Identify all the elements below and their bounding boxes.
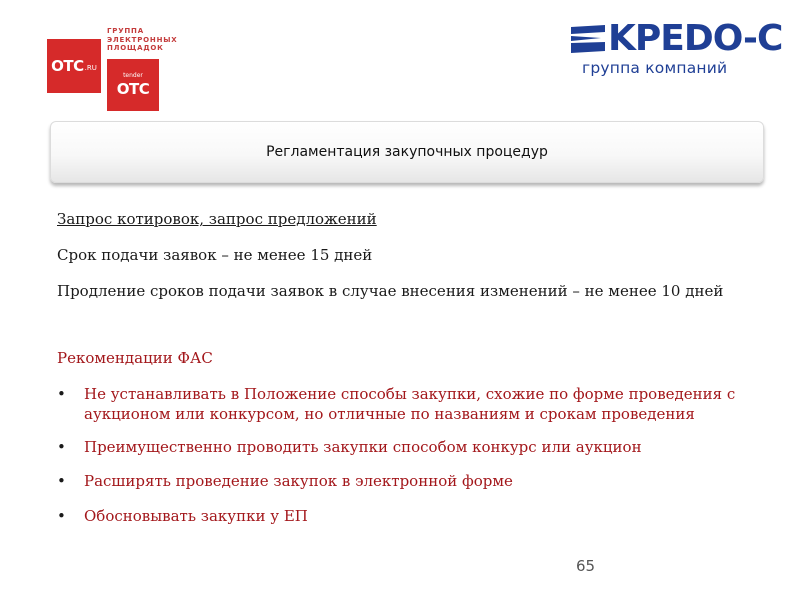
otc-logo-suffix: .RU xyxy=(84,63,97,72)
list-item xyxy=(57,437,767,457)
extension-line: Продление сроков подачи заявок в случае внесения изменений – не менее 10 дней xyxy=(57,282,724,300)
otc-logo xyxy=(47,39,101,93)
page-number: 65 xyxy=(576,557,596,575)
otc-tender-logo xyxy=(107,59,159,111)
list-item-text: Преимущественно проводить закупки способом конкурс или аукцион xyxy=(84,438,642,456)
kredo-logo-subtitle: группа компаний xyxy=(582,59,728,77)
procedure-heading: Запрос котировок, запрос предложений xyxy=(57,210,377,228)
list-item xyxy=(57,384,767,424)
bullet-icon: • xyxy=(57,472,66,490)
bullet-icon: • xyxy=(57,507,66,525)
otc-tender-small-text: tender xyxy=(123,72,143,79)
bullet-icon: • xyxy=(57,438,66,456)
otc-group-line: ЭЛЕКТРОННЫХ xyxy=(107,35,178,44)
page-title: Регламентация закупочных процедур xyxy=(266,144,548,160)
list-item-text: Не устанавливать в Положение способы закупки, схожие по форме проведения с аукционом или конкурсом, но отличные по названиям и срокам проведения xyxy=(84,385,736,423)
bullet-icon: • xyxy=(57,385,66,403)
otc-group-line: ГРУППА xyxy=(107,27,144,35)
kredo-logo-text: KPEDO-C xyxy=(608,18,783,59)
title-banner xyxy=(50,121,764,183)
kredo-logo-icon xyxy=(571,25,605,53)
otc-group-line: ПЛОЩАДОК xyxy=(107,44,164,52)
otc-tender-main-text: OTC xyxy=(116,80,150,98)
deadline-line: Срок подачи заявок – не менее 15 дней xyxy=(57,246,373,264)
otc-group-caption xyxy=(107,27,177,53)
recommendations-heading: Рекомендации ФАС xyxy=(57,349,213,367)
otc-logo-text: OTC xyxy=(51,57,84,75)
list-item xyxy=(57,471,767,491)
list-item xyxy=(57,506,767,526)
list-item-text: Расширять проведение закупок в электронной форме xyxy=(84,472,513,490)
list-item-text: Обосновывать закупки у ЕП xyxy=(84,507,308,525)
